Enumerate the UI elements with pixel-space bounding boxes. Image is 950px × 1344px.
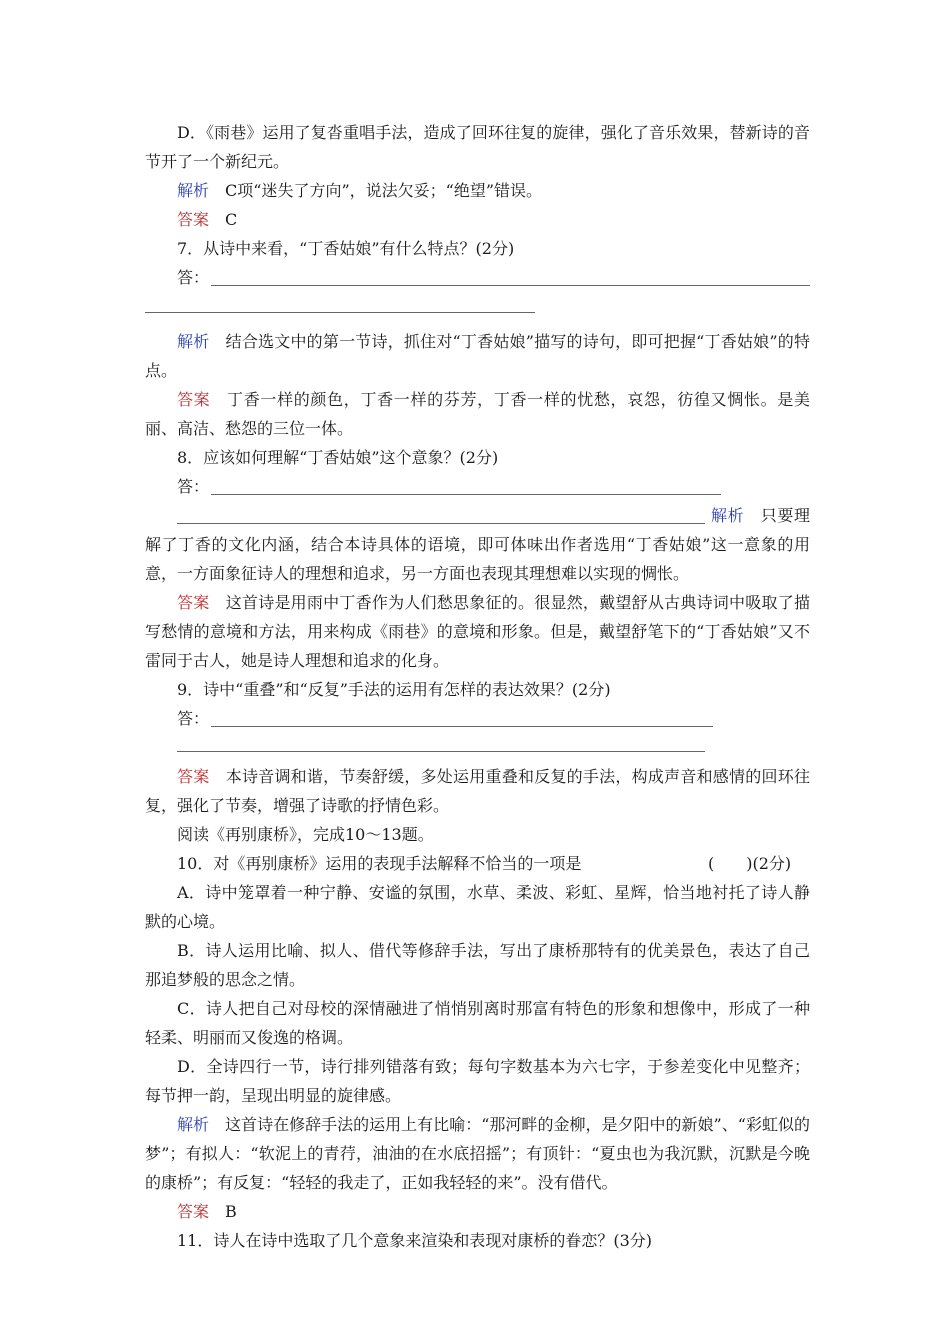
analysis-label: 解析 xyxy=(177,332,210,351)
q8-question: 8．应该如何理解“丁香姑娘”这个意象？(2分) xyxy=(177,448,499,467)
analysis-text: C项“迷失了方向”，说法欠妥；“绝望”错误。 xyxy=(225,181,542,200)
q8-analysis xyxy=(145,501,810,588)
answer-text: 丁香一样的颜色，丁香一样的芬芳，丁香一样的忧愁，哀怨，彷徨又惆怅。是美丽、高洁、愁怨的三位一体。 xyxy=(145,390,810,438)
q7-answer xyxy=(145,385,810,443)
answer-rule xyxy=(211,726,713,727)
q7-answer-line xyxy=(145,263,810,292)
q10-question xyxy=(145,849,810,878)
q10-analysis xyxy=(145,1110,810,1197)
analysis-label: 解析 xyxy=(177,181,210,200)
analysis-text: 这首诗在修辞手法的运用上有比喻：“那河畔的金柳，是夕阳中的新娘”、“彩虹似的梦”；有拟人：“软泥上的青荇，油油的在水底招摇”；有顶针：“夏虫也为我沉默，沉默是今晚的康桥”；有反复：“轻轻的我走了，正如我轻轻的来”。没有借代。 xyxy=(145,1115,810,1192)
analysis-text: 结合选文中的第一节诗，抓住对“丁香姑娘”描写的诗句，即可把握“丁香姑娘”的特点。 xyxy=(145,332,810,380)
answer-rule xyxy=(211,285,810,286)
answer-prefix: 答： xyxy=(177,477,210,496)
q7-answer-line-2 xyxy=(145,292,810,321)
answer-text: 本诗音调和谐，节奏舒缓，多处运用重叠和反复的手法，构成声音和感情的回环往复，强化了节奏，增强了诗歌的抒情色彩。 xyxy=(145,767,810,815)
q11-question: 11．诗人在诗中选取了几个意象来渲染和表现对康桥的眷恋？(3分) xyxy=(177,1231,653,1250)
answer-text: 这首诗是用雨中丁香作为人们愁思象征的。很显然，戴望舒从古典诗词中吸取了描写愁情的意境和方法，用来构成《雨巷》的意境和形象。但是，戴望舒笔下的“丁香姑娘”又不雷同于古人，她是诗人理想和追求的化身。 xyxy=(145,593,810,670)
q7-question: 7．从诗中来看，“丁香姑娘”有什么特点？(2分) xyxy=(177,239,515,258)
q9-answer xyxy=(145,762,810,820)
q10-option-b: B．诗人运用比喻、拟人、借代等修辞手法，写出了康桥那特有的优美景色，表达了自己那追梦般的思念之情。 xyxy=(145,941,810,989)
q6-option-d: D．《雨巷》运用了复沓重唱手法，造成了回环往复的旋律，强化了音乐效果，替新诗的音节开了一个新纪元。 xyxy=(145,123,810,171)
q10-option-d: D．全诗四行一节，诗行排列错落有致；每句字数基本为六七字，于参差变化中见整齐；每节押一韵，呈现出明显的旋律感。 xyxy=(145,1057,810,1105)
answer-rule xyxy=(177,751,705,752)
answer-bracket: ( )(2分) xyxy=(708,854,792,873)
answer-label: 答案 xyxy=(177,1202,210,1221)
analysis-label: 解析 xyxy=(177,1115,210,1134)
q10-option-c: C．诗人把自己对母校的深情融进了悄悄别离时那富有特色的形象和想像中，形成了一种轻柔、明丽而又俊逸的格调。 xyxy=(145,999,810,1047)
answer-label: 答案 xyxy=(177,210,210,229)
reading-instruction: 阅读《再别康桥》，完成10～13题。 xyxy=(177,825,434,844)
answer-prefix: 答： xyxy=(177,709,210,728)
q6-analysis xyxy=(145,176,810,205)
document-page xyxy=(145,118,810,1255)
q9-answer-line xyxy=(145,704,810,733)
analysis-label: 解析 xyxy=(711,506,745,525)
answer-prefix: 答： xyxy=(177,268,210,287)
answer-rule xyxy=(177,523,705,524)
q9-answer-line-2 xyxy=(145,733,810,762)
q8-answer xyxy=(145,588,810,675)
answer-rule xyxy=(211,494,721,495)
q9-question: 9．诗中“重叠”和“反复”手法的运用有怎样的表达效果？(2分) xyxy=(177,680,611,699)
analysis-text: 只要理解了丁香的文化内涵，结合本诗具体的语境，即可体味出作者选用“丁香姑娘”这一意象的用意，一方面象征诗人的理想和追求，另一方面也表现其理想难以实现的惆怅。 xyxy=(145,506,810,583)
q6-answer xyxy=(145,205,810,234)
answer-rule xyxy=(145,312,535,313)
answer-text: C xyxy=(225,210,238,229)
q10-answer xyxy=(145,1197,810,1226)
q7-analysis xyxy=(145,327,810,385)
answer-label: 答案 xyxy=(177,390,211,409)
answer-text: B xyxy=(225,1202,237,1221)
q10-option-a: A．诗中笼罩着一种宁静、安谧的氛围，水草、柔波、彩虹、星辉，恰当地衬托了诗人静默的心境。 xyxy=(145,883,810,931)
answer-label: 答案 xyxy=(177,593,210,612)
question-text: 10．对《再别康桥》运用的表现手法解释不恰当的一项是 xyxy=(177,854,582,873)
q8-answer-line xyxy=(145,472,810,501)
answer-label: 答案 xyxy=(177,767,210,786)
